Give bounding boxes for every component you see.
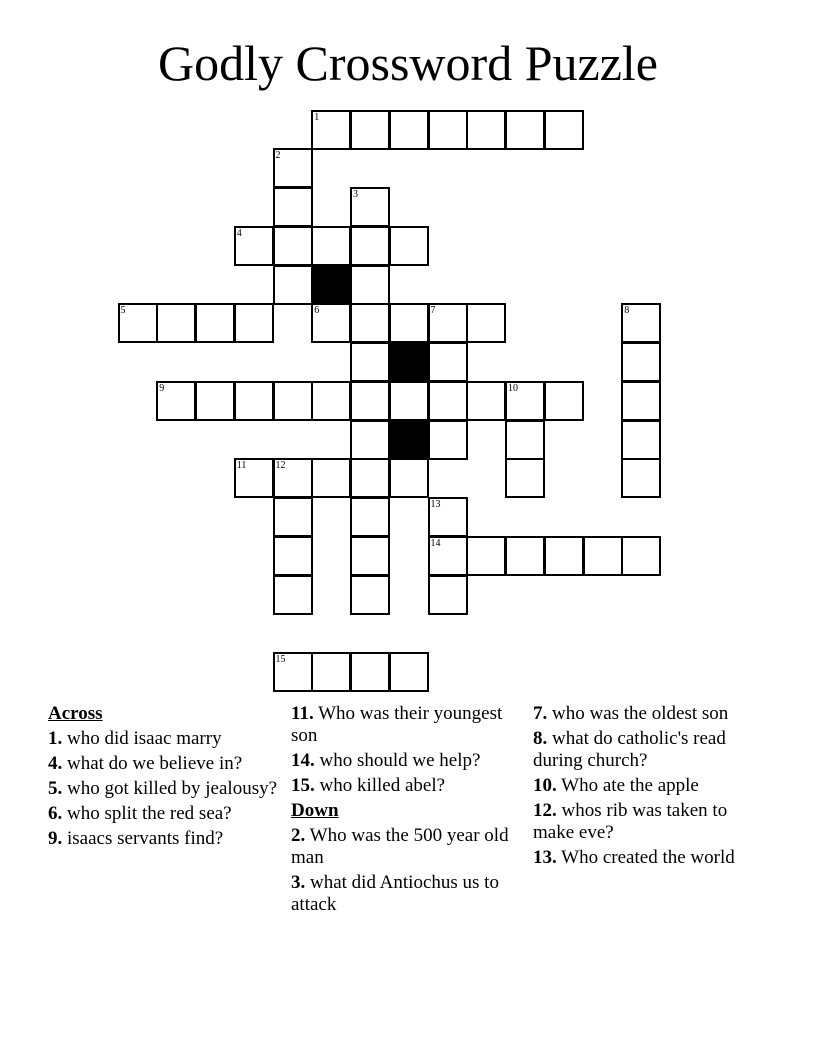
grid-cell[interactable]: [234, 458, 274, 498]
grid-cell[interactable]: [544, 536, 584, 576]
grid-cell[interactable]: [389, 381, 429, 421]
page-title: Godly Crossword Puzzle: [158, 35, 658, 91]
clue-number: 11: [236, 460, 247, 472]
grid-cell[interactable]: [273, 652, 313, 692]
clue-down-13: 13. Who created the world: [533, 847, 735, 868]
grid-cell[interactable]: [350, 652, 390, 692]
grid-cell[interactable]: [350, 226, 390, 266]
across-header: Across: [48, 703, 103, 724]
grid-cell[interactable]: [311, 458, 351, 498]
clue-across-5: 5. who got killed by jealousy?: [48, 778, 278, 799]
grid-cell[interactable]: [505, 536, 545, 576]
grid-cell[interactable]: [389, 303, 429, 343]
clues-column-3: [533, 703, 765, 872]
grid-cell[interactable]: [466, 303, 506, 343]
clue-number: 14: [430, 537, 441, 549]
grid-cell[interactable]: [350, 575, 390, 615]
clue-number: 1: [314, 111, 320, 123]
grid-cell[interactable]: [350, 265, 390, 305]
grid-cell[interactable]: [156, 303, 196, 343]
grid-cell[interactable]: [621, 420, 661, 460]
grid-cell[interactable]: [621, 303, 661, 343]
grid-cell[interactable]: [234, 226, 274, 266]
grid-cell[interactable]: [311, 652, 351, 692]
grid-cell[interactable]: [311, 381, 351, 421]
grid-cell[interactable]: [273, 226, 313, 266]
clue-across-4: 4. what do we believe in?: [48, 753, 243, 774]
grid-cell[interactable]: [428, 536, 468, 576]
grid-cell[interactable]: [273, 381, 313, 421]
grid-cell[interactable]: [428, 420, 468, 460]
grid-cell[interactable]: [428, 303, 468, 343]
clue-across-9: 9. isaacs servants find?: [48, 828, 224, 849]
grid-cell[interactable]: [350, 110, 390, 150]
clue-number: 13: [430, 499, 441, 510]
clue-down-8: 8. what do catholic's read during church?: [533, 728, 726, 771]
clue-across-15: 15. who killed abel?: [291, 775, 446, 796]
grid-cell[interactable]: [311, 110, 351, 150]
clue-down-3: 3. what did Antiochus us to attack: [291, 872, 499, 915]
grid-cell[interactable]: [466, 381, 506, 421]
clue-number: 7: [430, 305, 436, 317]
clue-number: 10: [508, 382, 518, 394]
clue-number: 6: [314, 305, 320, 317]
clue-number: 8: [624, 305, 630, 317]
clues-column-1: [48, 703, 280, 853]
grid-cell[interactable]: [350, 420, 390, 460]
grid-cell[interactable]: [466, 536, 506, 576]
grid-cell[interactable]: [621, 381, 661, 421]
grid-cell[interactable]: [428, 342, 468, 382]
clue-number: 2: [275, 150, 281, 162]
grid-cell[interactable]: [389, 652, 429, 692]
clue-number: 4: [236, 227, 242, 239]
grid-cell[interactable]: [350, 342, 390, 382]
grid-cell[interactable]: [195, 381, 235, 421]
clue-across-6: 6. who split the red sea?: [48, 803, 232, 824]
grid-cell[interactable]: [505, 458, 545, 498]
grid-cell[interactable]: [350, 187, 390, 227]
grid-cell[interactable]: [505, 420, 545, 460]
clue-across-11: 11. Who was their youngest son: [291, 703, 503, 746]
grid-cell[interactable]: [273, 497, 313, 537]
grid-cell[interactable]: [350, 536, 390, 576]
clue-down-12: 12. whos rib was taken to make eve?: [533, 800, 728, 843]
grid-cell[interactable]: [118, 303, 158, 343]
clue-number: 12: [275, 460, 286, 472]
clue-down-7: 7. who was the oldest son: [533, 703, 729, 724]
grid-cell[interactable]: [428, 575, 468, 615]
grid-cell[interactable]: [428, 381, 468, 421]
grid-cell[interactable]: [350, 381, 390, 421]
grid-cell[interactable]: [273, 575, 313, 615]
grid-cell[interactable]: [350, 303, 390, 343]
grid-cell[interactable]: [583, 536, 623, 576]
grid-cell[interactable]: [544, 110, 584, 150]
grid-cell[interactable]: [389, 110, 429, 150]
grid-cell[interactable]: [234, 381, 274, 421]
grid-cell[interactable]: [505, 110, 545, 150]
clue-down-2: 2. Who was the 500 year old man: [291, 825, 509, 868]
grid-cell[interactable]: [389, 458, 429, 498]
grid-cell[interactable]: [350, 497, 390, 537]
down-header: Down: [291, 800, 339, 821]
grid-cell[interactable]: [389, 226, 429, 266]
grid-cell[interactable]: [273, 148, 313, 188]
grid-cell[interactable]: [273, 187, 313, 227]
clue-number: 9: [159, 382, 165, 394]
grid-block: [311, 265, 351, 305]
clue-down-10: 10. Who ate the apple: [533, 775, 699, 796]
grid-cell[interactable]: [273, 265, 313, 305]
grid-cell[interactable]: [311, 226, 351, 266]
grid-cell[interactable]: [466, 110, 506, 150]
clue-across-14: 14. who should we help?: [291, 750, 481, 771]
grid-cell[interactable]: [428, 110, 468, 150]
grid-cell[interactable]: [350, 458, 390, 498]
grid-block: [389, 420, 429, 460]
grid-cell[interactable]: [156, 381, 196, 421]
grid-cell[interactable]: [621, 536, 661, 576]
grid-cell[interactable]: [273, 536, 313, 576]
clues-column-2: [291, 703, 523, 919]
grid-cell[interactable]: [621, 458, 661, 498]
grid-block: [389, 342, 429, 382]
grid-cell[interactable]: [505, 381, 545, 421]
clue-number: 5: [120, 305, 126, 317]
clue-across-1: 1. who did isaac marry: [48, 728, 222, 749]
grid-cell[interactable]: [273, 458, 313, 498]
grid-cell[interactable]: [544, 381, 584, 421]
grid-cell[interactable]: [428, 497, 468, 537]
clue-number: 15: [275, 654, 286, 665]
grid-cell[interactable]: [234, 303, 274, 343]
clue-number: 3: [353, 189, 358, 200]
grid-cell[interactable]: [311, 303, 351, 343]
grid-cell[interactable]: [195, 303, 235, 343]
grid-cell[interactable]: [621, 342, 661, 382]
